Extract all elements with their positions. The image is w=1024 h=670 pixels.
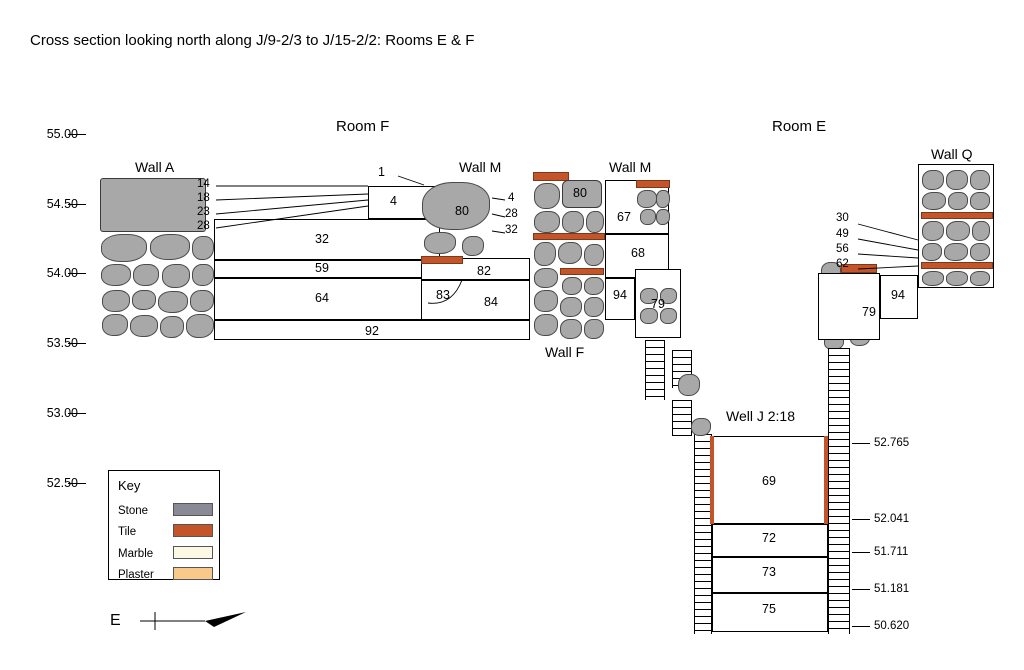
key-label-plaster: Plaster <box>118 569 154 581</box>
context-number: 79 <box>651 297 665 311</box>
stone <box>534 211 560 233</box>
stone-block <box>100 178 206 232</box>
stone <box>158 291 188 313</box>
depth-label: 51.181 <box>874 583 910 595</box>
context-number: 80 <box>455 204 469 218</box>
context-number: 84 <box>484 295 498 309</box>
context-number: 79 <box>862 305 876 319</box>
context-number: 32 <box>315 232 329 246</box>
context-number: 59 <box>315 261 329 275</box>
wall-label-f: Wall F <box>545 344 585 360</box>
stone <box>656 209 670 225</box>
stone <box>102 314 128 336</box>
context-number: 69 <box>762 474 776 488</box>
context-number: 68 <box>631 246 645 260</box>
context-number: 30 <box>836 212 849 224</box>
tile-block <box>533 172 569 181</box>
axis-tick-mark <box>68 343 86 344</box>
context-number: 72 <box>762 531 776 545</box>
stone <box>186 314 214 338</box>
stone <box>970 271 990 286</box>
key-swatch-plaster <box>173 567 213 580</box>
well-shaft-hatch <box>645 340 665 400</box>
axis-tick-label: 53.50 <box>46 336 78 350</box>
stone <box>130 315 158 337</box>
stone <box>640 209 656 225</box>
stone <box>970 192 990 210</box>
key-swatch-stone <box>173 503 213 516</box>
context-number: 62 <box>836 258 849 270</box>
stone <box>133 264 159 286</box>
room-label-f: Room F <box>336 118 390 135</box>
stone <box>922 243 942 261</box>
stone <box>922 221 944 241</box>
stone <box>584 297 604 317</box>
key-swatch-marble <box>173 546 213 559</box>
depth-tick <box>852 519 870 520</box>
stone <box>972 221 990 241</box>
stone <box>150 234 190 260</box>
context-number: 73 <box>762 565 776 579</box>
well-label: Well J 2:18 <box>726 408 795 424</box>
depth-label: 52.041 <box>874 513 910 525</box>
depth-label: 50.620 <box>874 620 910 632</box>
context-number: 80 <box>573 186 587 200</box>
key-label-marble: Marble <box>118 548 154 560</box>
stone <box>678 374 700 396</box>
context-number: 83 <box>436 288 450 302</box>
stone <box>534 290 558 312</box>
stone <box>691 418 711 436</box>
context-number: 56 <box>836 243 849 255</box>
stone <box>637 190 657 208</box>
wall-label-a: Wall A <box>135 159 175 175</box>
page-title: Cross section looking north along J/9-2/3 to J/15-2/2: Rooms E & F <box>30 32 475 49</box>
tile-block <box>533 233 605 240</box>
stone <box>922 271 944 286</box>
stone <box>584 244 604 266</box>
key-label-tile: Tile <box>118 526 137 538</box>
well-shaft-hatch <box>672 400 692 436</box>
stone <box>534 314 558 336</box>
stone <box>190 290 214 312</box>
depth-label: 52.765 <box>874 437 910 449</box>
wall-label-q: Wall Q <box>931 146 973 162</box>
stone <box>970 243 990 261</box>
depth-tick <box>852 552 870 553</box>
axis-tick-mark <box>68 273 86 274</box>
stone <box>560 319 582 339</box>
axis-tick-label: 53.00 <box>46 406 78 420</box>
compass-label-e: E <box>110 612 121 629</box>
context-number: 49 <box>836 228 849 240</box>
stone <box>586 211 604 233</box>
well-shaft-hatch <box>828 348 850 634</box>
key-title: Key <box>118 478 141 493</box>
well-tile-lining-right <box>824 436 828 524</box>
context-number: 4 <box>390 194 397 208</box>
stone <box>101 264 131 286</box>
tile-block <box>636 180 670 188</box>
stone <box>192 236 214 260</box>
stone <box>102 290 130 312</box>
axis-tick-mark <box>68 483 86 484</box>
tile-block <box>921 212 993 219</box>
context-number: 94 <box>613 288 627 302</box>
context-number: 92 <box>365 324 379 338</box>
context-number: 4 <box>508 192 515 204</box>
context-number: 18 <box>197 192 210 204</box>
stone <box>584 277 604 295</box>
stone <box>922 192 946 210</box>
key-label-stone: Stone <box>118 505 149 517</box>
context-number: 28 <box>505 208 518 220</box>
depth-tick <box>852 626 870 627</box>
stone <box>534 242 556 266</box>
stone <box>101 234 147 262</box>
context-number: 82 <box>477 264 491 278</box>
context-number: 94 <box>891 288 905 302</box>
context-number: 14 <box>197 178 210 190</box>
context-number: 32 <box>505 224 518 236</box>
stone <box>944 243 968 261</box>
depth-tick <box>852 589 870 590</box>
context-number: 67 <box>617 210 631 224</box>
stone <box>562 211 584 233</box>
stone <box>462 236 484 256</box>
stone <box>946 170 968 190</box>
depth-tick <box>852 443 870 444</box>
tile-block <box>421 256 463 264</box>
context-number: 23 <box>197 206 210 218</box>
stone <box>192 264 214 286</box>
wall-label-m-left: Wall M <box>459 159 502 175</box>
axis-tick-label: 55.00 <box>46 127 78 141</box>
stone <box>946 221 970 241</box>
tile-block <box>921 262 993 269</box>
wall-label-m-right: Wall M <box>609 159 652 175</box>
axis-tick-label: 54.00 <box>46 266 78 280</box>
key-swatch-tile <box>173 524 213 537</box>
stone <box>970 170 990 190</box>
axis-tick-label: 52.50 <box>46 476 78 490</box>
axis-tick-mark <box>68 134 86 135</box>
stone <box>162 264 190 288</box>
depth-label: 51.711 <box>874 546 909 558</box>
room-label-e: Room E <box>772 118 827 135</box>
stone <box>424 232 456 254</box>
context-number: 1 <box>378 165 385 179</box>
context-number: 64 <box>315 291 329 305</box>
stone <box>558 242 582 264</box>
stone <box>948 192 968 210</box>
stone <box>132 290 156 310</box>
tile-block <box>560 268 604 275</box>
stone <box>534 268 558 288</box>
stone <box>160 316 184 338</box>
stone <box>946 271 968 286</box>
stone <box>562 277 582 295</box>
stone <box>922 170 944 190</box>
stone <box>584 319 604 339</box>
stone <box>534 183 560 209</box>
axis-tick-label: 54.50 <box>46 197 78 211</box>
well-tile-lining-left <box>710 436 714 524</box>
axis-tick-mark <box>68 204 86 205</box>
context-number: 75 <box>762 602 776 616</box>
context-number: 28 <box>197 220 210 232</box>
axis-tick-mark <box>68 413 86 414</box>
stone <box>656 190 670 208</box>
stone <box>560 297 582 317</box>
